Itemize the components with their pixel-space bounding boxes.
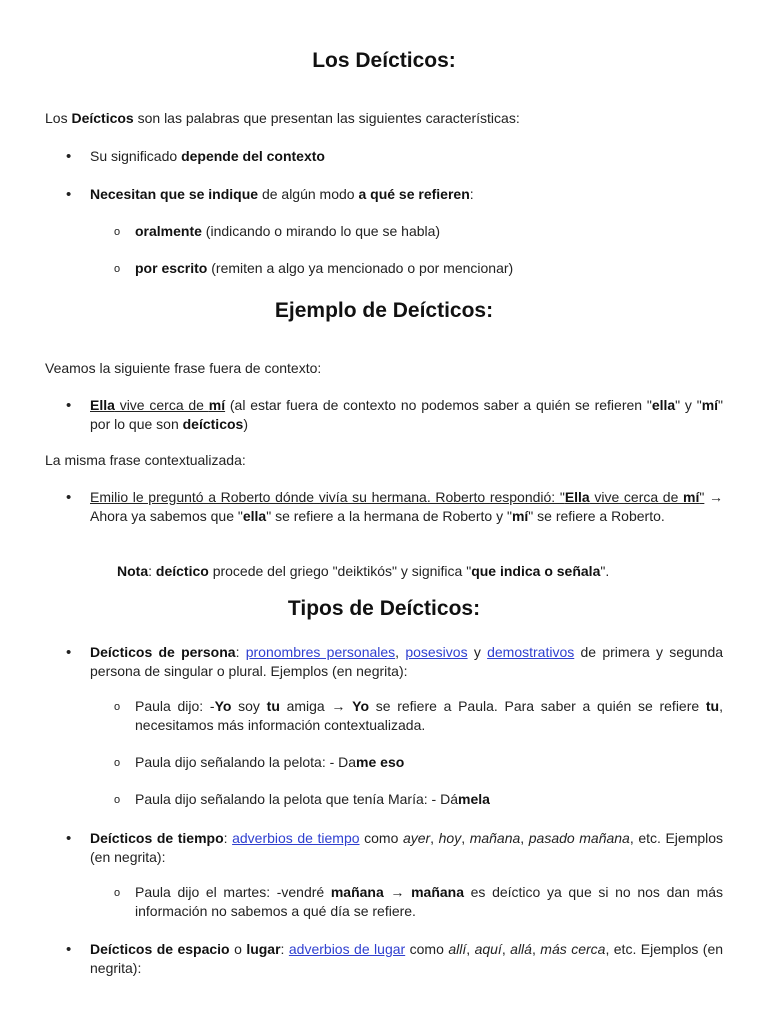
bold-text: lugar xyxy=(246,941,281,957)
bold-text: Necesitan que se indique xyxy=(90,186,259,202)
title-ejemplo: Ejemplo de Deícticos: xyxy=(274,299,494,322)
text: procede del griego "deiktikós" y significa " xyxy=(208,563,472,579)
bold-text: depende del contexto xyxy=(181,148,325,164)
text: vive cerca de xyxy=(589,489,684,505)
text: es deíctico ya que si no nos dan más información no sabemos a qué día se refiere. xyxy=(135,884,724,919)
text: → xyxy=(383,884,412,900)
text: son las palabras que presentan las siguientes características: xyxy=(133,110,520,126)
tiempo-example-1 xyxy=(45,883,723,921)
example-list-2 xyxy=(45,488,723,526)
link-adverbios-de-tiempo[interactable]: adverbios de tiempo xyxy=(232,830,360,846)
list-item-context xyxy=(45,147,723,166)
bold-text: mí xyxy=(511,508,529,524)
bold-text: Deícticos de tiempo xyxy=(90,830,224,846)
bold-text: oralmente xyxy=(135,223,202,239)
misma-paragraph: La misma frase contextualizada: xyxy=(45,452,246,468)
example-list-1 xyxy=(45,396,723,434)
text: Su significado xyxy=(90,148,182,164)
sub-list-oral xyxy=(45,222,723,241)
bold-text: Ella xyxy=(564,489,590,505)
text: soy xyxy=(231,698,267,714)
persona-example-3 xyxy=(45,790,723,809)
italic-text: más cerca xyxy=(540,941,606,957)
link-pronombres-personales[interactable]: pronombres personales xyxy=(245,644,396,660)
text: se refiere a Paula. Para saber a quién se refiere xyxy=(369,698,706,714)
text: ". xyxy=(600,563,610,579)
text: , xyxy=(466,941,475,957)
veamos-paragraph: Veamos la siguiente frase fuera de contexto: xyxy=(45,360,322,376)
italic-text: aquí xyxy=(474,941,502,957)
text: como xyxy=(359,830,403,846)
bold-text: mí xyxy=(208,397,226,413)
text: " y " xyxy=(675,397,702,413)
nota-paragraph xyxy=(117,562,723,581)
persona-sub-2 xyxy=(45,753,723,772)
bold-text: deícticos xyxy=(182,416,244,432)
bold-text: deíctico xyxy=(155,563,209,579)
text: Paula dijo el martes: -vendré xyxy=(135,884,331,900)
text: o xyxy=(229,941,247,957)
example-out-of-context xyxy=(45,396,723,434)
bold-text: Yo xyxy=(214,698,232,714)
text: " se refiere a la hermana de Roberto y " xyxy=(266,508,512,524)
type-tiempo xyxy=(45,829,723,867)
persona-sub-3 xyxy=(45,790,723,809)
text: : xyxy=(148,563,156,579)
sub-list-written xyxy=(45,259,723,278)
text: ) xyxy=(243,416,248,432)
types-list-tiempo xyxy=(45,829,723,867)
text: : xyxy=(235,644,246,660)
bold-text: a qué se refieren xyxy=(358,186,470,202)
text: de primera y segunda persona de singular o plural. Ejemplos (en negrita): xyxy=(90,644,724,679)
bold-text: mañana xyxy=(330,884,384,900)
persona-sub-1 xyxy=(45,697,723,735)
types-list-espacio xyxy=(45,940,723,978)
types-list-persona xyxy=(45,643,723,681)
italic-text: allá xyxy=(510,941,532,957)
italic-text: ayer xyxy=(402,830,431,846)
text: , xyxy=(501,941,511,957)
text: , etc. Ejemplos (en negrita): xyxy=(90,830,724,865)
bold-text: que indica o señala xyxy=(471,563,601,579)
text: y xyxy=(467,644,488,660)
text: , xyxy=(395,644,406,660)
text: " se refiere a Roberto. xyxy=(528,508,665,524)
sub-item-oralmente xyxy=(45,222,723,241)
italic-text: allí xyxy=(448,941,467,957)
bold-text: tu xyxy=(266,698,280,714)
intro-paragraph xyxy=(45,109,723,128)
bold-text: Deícticos de persona xyxy=(90,644,236,660)
italic-text: hoy xyxy=(438,830,462,846)
text: , xyxy=(531,941,541,957)
text: : xyxy=(223,830,233,846)
text: (al estar fuera de contexto no podemos saber a quién se refieren " xyxy=(225,397,652,413)
bold-text: mí xyxy=(701,397,719,413)
tiempo-sub-1 xyxy=(45,883,723,921)
text: Paula dijo señalando la pelota: - Da xyxy=(135,754,357,770)
link-adverbios-de-lugar[interactable]: adverbios de lugar xyxy=(288,941,406,957)
bold-text: Deícticos xyxy=(71,110,134,126)
text: Emilio le preguntó a Roberto dónde vivía su hermana. Roberto respondió: " xyxy=(90,489,565,505)
text: : xyxy=(280,941,289,957)
bold-text: Nota xyxy=(117,563,149,579)
bold-text: ella xyxy=(651,397,676,413)
list-item-indicate xyxy=(45,185,723,204)
text: como xyxy=(405,941,449,957)
text: (indicando o mirando lo que se habla) xyxy=(201,223,441,239)
persona-example-1 xyxy=(45,697,723,735)
title-los-deicticos: Los Deícticos: xyxy=(312,49,456,72)
bold-text: ella xyxy=(242,508,267,524)
text: " xyxy=(699,489,705,505)
text: amiga → xyxy=(279,698,353,714)
text: , necesitamos más información contextualizada. xyxy=(135,698,723,733)
text: , xyxy=(520,830,529,846)
bold-text: mí xyxy=(683,489,700,505)
type-espacio xyxy=(45,940,723,978)
text: Los xyxy=(45,110,72,126)
text: Paula dijo: - xyxy=(135,698,215,714)
text: , xyxy=(430,830,439,846)
link-demostrativos[interactable]: demostrativos xyxy=(487,644,575,660)
text: , etc. Ejemplos (en negrita): xyxy=(90,941,724,976)
persona-example-2 xyxy=(45,753,723,772)
example-in-context xyxy=(45,488,723,526)
link-posesivos[interactable]: posesivos xyxy=(405,644,468,660)
text: , xyxy=(461,830,470,846)
text: (remiten a algo ya mencionado o por mencionar) xyxy=(207,260,514,276)
characteristics-list xyxy=(45,147,723,166)
italic-text: pasado mañana xyxy=(528,830,630,846)
bold-text: Yo xyxy=(352,698,369,714)
bold-text: Deícticos de espacio xyxy=(90,941,230,957)
italic-text: mañana xyxy=(469,830,521,846)
bold-text: me eso xyxy=(356,754,405,770)
bold-text: Ella xyxy=(90,397,115,413)
type-persona xyxy=(45,643,723,681)
text: de algún modo xyxy=(258,186,359,202)
text: : xyxy=(469,186,474,202)
sub-item-por-escrito xyxy=(45,259,723,278)
bold-text: mañana xyxy=(411,884,464,900)
underlined-phrase xyxy=(90,489,704,505)
title-tipos: Tipos de Deícticos: xyxy=(287,597,481,620)
text: vive cerca de xyxy=(114,397,209,413)
text: " por lo que son xyxy=(90,397,724,432)
text: Paula dijo señalando la pelota que tenía María: - Dá xyxy=(135,791,458,807)
underlined-phrase xyxy=(90,397,225,413)
bold-text: por escrito xyxy=(135,260,208,276)
text: → Ahora ya sabemos que " xyxy=(90,489,723,524)
characteristics-list-2 xyxy=(45,185,723,204)
bold-text: tu xyxy=(705,698,720,714)
bold-text: mela xyxy=(458,791,490,807)
